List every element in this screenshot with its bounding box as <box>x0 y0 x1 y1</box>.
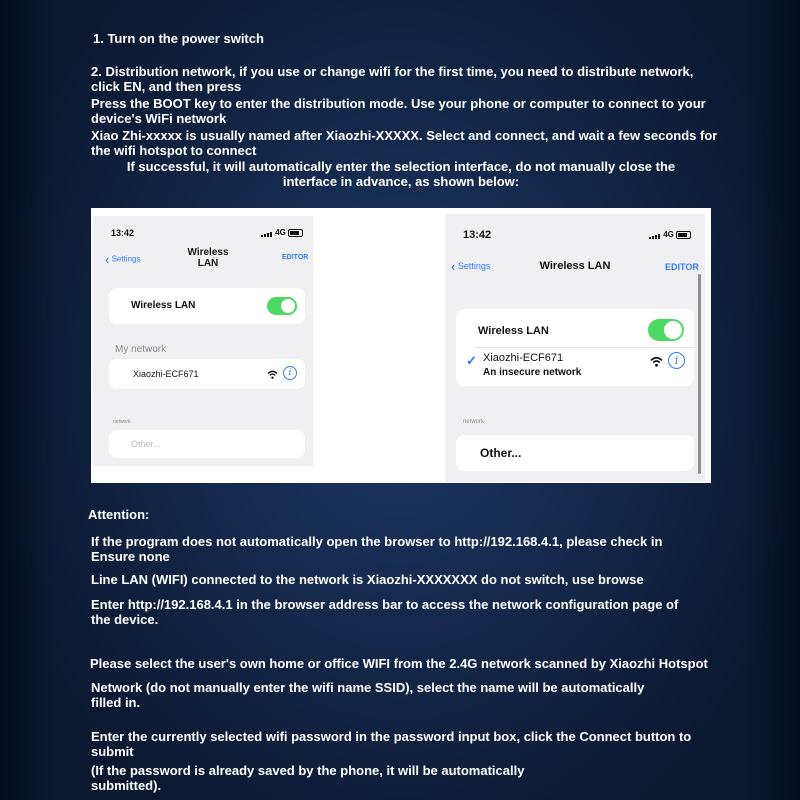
attention-p7-line-1: (If the password is already saved by the phone, it will be automatically <box>91 763 525 778</box>
right-edge-shadow <box>745 0 800 800</box>
step-2-line-2: click EN, and then press <box>91 79 242 94</box>
step-2-line-8: interface in advance, as shown below: <box>282 174 520 189</box>
nav-title <box>173 247 243 269</box>
back-label: Settings <box>457 260 491 271</box>
status-bar-right <box>649 230 691 239</box>
wifi-icon <box>650 356 663 367</box>
attention-p1-line-2: Ensure none <box>91 549 170 564</box>
attention-p3-line-2: the device. <box>91 612 159 627</box>
network-name: Xiaozhi-ECF671 <box>483 352 564 364</box>
signal-icon <box>261 228 273 237</box>
wlan-toggle[interactable] <box>267 297 297 315</box>
back-label: Settings <box>111 254 141 264</box>
attention-p4: Please select the user's own home or office WIFI from the 2.4G network scanned by Xiaozhi Hotspot <box>90 656 708 671</box>
other-network-row[interactable] <box>109 430 305 458</box>
signal-icon <box>649 230 661 239</box>
nav-title-line-1: Wireless <box>187 247 229 258</box>
divider <box>476 347 694 348</box>
editor-button[interactable]: EDITOR <box>665 262 699 272</box>
other-label: Other... <box>131 439 161 449</box>
status-time: 13:42 <box>463 229 492 241</box>
phone-screenshots-panel <box>91 208 711 483</box>
phone-screen-right <box>445 214 705 482</box>
wlan-label: Wireless LAN <box>131 300 196 311</box>
nav-title-line-2: LAN <box>197 258 219 269</box>
attention-p6-line-2: submit <box>91 744 134 759</box>
other-label: Other... <box>480 446 522 460</box>
network-row[interactable] <box>109 359 305 389</box>
attention-p3-line-1: Enter http://192.168.4.1 in the browser address bar to access the network configuration page of <box>91 597 679 612</box>
step-2-line-7: If successful, it will automatically enter the selection interface, do not manually close the <box>126 159 676 174</box>
network-subtitle: An insecure network <box>483 367 582 378</box>
attention-p1-line-1: If the program does not automatically open the browser to http://192.168.4.1, please check in <box>91 534 663 549</box>
scrollbar[interactable] <box>698 274 701 474</box>
step-1-text: 1. Turn on the power switch <box>93 31 264 46</box>
nav-title: Wireless LAN <box>539 260 611 272</box>
step-2-line-6: the wifi hotspot to connect <box>91 143 257 158</box>
chevron-left-icon: ‹ <box>451 259 456 274</box>
my-network-header: My network <box>115 344 167 355</box>
other-network-row[interactable] <box>456 435 694 471</box>
attention-p7-line-2: submitted). <box>91 778 162 793</box>
back-button[interactable] <box>451 259 490 274</box>
battery-icon <box>288 229 303 237</box>
attention-p6-line-1: Enter the currently selected wifi password in the password input box, click the Connect button to <box>91 729 692 744</box>
step-2-line-3: Press the BOOT key to enter the distribution mode. Use your phone or computer to connect to your <box>91 96 706 111</box>
checkmark-icon: ✓ <box>466 353 477 368</box>
info-icon[interactable]: i <box>283 366 297 380</box>
left-edge-shadow <box>0 0 55 800</box>
step-2-line-1: 2. Distribution network, if you use or change wifi for the first time, you need to distribute network, <box>91 64 694 79</box>
back-button[interactable] <box>105 252 140 267</box>
network-type: 4G <box>275 228 286 237</box>
wlan-toggle[interactable] <box>648 319 684 341</box>
attention-p5-line-1: Network (do not manually enter the wifi name SSID), select the name will be automatically <box>91 680 645 695</box>
wlan-label: Wireless LAN <box>478 325 549 337</box>
step-2-line-5: Xiao Zhi-xxxxx is usually named after Xiaozhi-XXXXX. Select and connect, and wait a few seconds for <box>91 128 718 143</box>
attention-heading: Attention: <box>88 507 150 522</box>
network-name: Xiaozhi-ECF671 <box>133 369 199 379</box>
step-2-line-4: device's WiFi network <box>91 111 227 126</box>
chevron-left-icon: ‹ <box>105 252 110 267</box>
network-section-header: network <box>463 419 485 425</box>
phone-screen-left <box>93 216 313 466</box>
network-section-header: network <box>113 419 131 425</box>
wlan-toggle-row <box>109 288 305 324</box>
editor-button[interactable]: EDITOR <box>282 254 309 261</box>
status-time: 13:42 <box>111 228 135 238</box>
battery-icon <box>676 231 691 239</box>
attention-p2: Line LAN (WIFI) connected to the network is Xiaozhi-XXXXXXX do not switch, use browse <box>91 572 644 587</box>
wlan-card <box>456 309 694 386</box>
attention-p5-line-2: filled in. <box>91 695 141 710</box>
network-type: 4G <box>663 230 674 239</box>
status-bar-right <box>261 228 303 237</box>
info-icon[interactable]: i <box>668 352 685 369</box>
wifi-icon <box>267 370 278 379</box>
